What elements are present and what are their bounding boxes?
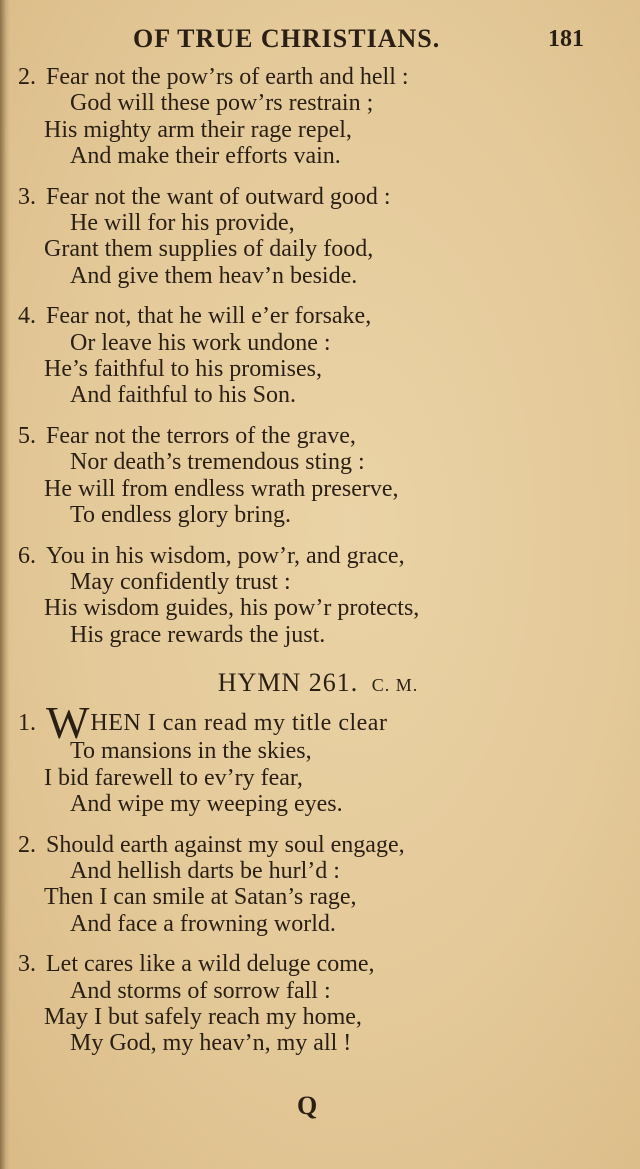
verse-line: His mighty arm their rage repel,	[44, 116, 352, 143]
verse-line: 4. Fear not, that he will e’er forsake,	[18, 303, 372, 330]
running-head: OF TRUE CHRISTIANS.	[133, 24, 441, 53]
hymn-text	[18, 64, 618, 1071]
verse-line: I bid farewell to ev’ry fear,	[44, 764, 303, 791]
page-number: 181	[548, 26, 584, 52]
verse-line: And make their efforts vain.	[70, 142, 341, 169]
verse-line: May confidently trust :	[70, 569, 291, 596]
hymn-heading	[18, 667, 618, 698]
hymn-stanza-2	[18, 832, 618, 937]
verse-line: 2. Should earth against my soul engage,	[18, 831, 405, 858]
stanza-number: 5.	[18, 423, 36, 450]
verse-line: And give them heav’n beside.	[70, 262, 358, 289]
verse-line: Grant them supplies of daily food,	[44, 236, 374, 263]
stanza-number: 6.	[18, 542, 36, 569]
hymn-title: HYMN 261.	[217, 667, 359, 697]
stanza-number: 3.	[18, 951, 36, 978]
verse-line: And hellish darts be hurl’d :	[70, 857, 340, 884]
verse-line: 1. WHEN I can read my title clear	[18, 697, 388, 749]
hymn-meter: C. M.	[371, 674, 419, 695]
stanza-6	[18, 543, 618, 648]
stanza-number: 4.	[18, 303, 36, 330]
page-gutter-shadow	[0, 0, 10, 1169]
verse-line: God will these pow’rs restrain ;	[70, 90, 374, 117]
verse-line: And wipe my weeping eyes.	[70, 790, 343, 817]
hymn-stanza-1	[18, 697, 618, 817]
verse-line: 3. Let cares like a wild deluge come,	[18, 951, 375, 978]
verse-line: His grace rewards the just.	[70, 621, 326, 648]
verse-line: My God, my heav’n, my all !	[70, 1030, 352, 1057]
stanza-4	[18, 303, 618, 408]
verse-line: Then I can smile at Satan’s rage,	[44, 884, 357, 911]
signature-mark: Q	[297, 1091, 318, 1120]
verse-line: Or leave his work undone :	[70, 329, 331, 356]
stanza-3	[18, 184, 618, 289]
verse-line: And storms of sorrow fall :	[70, 977, 331, 1004]
stanza-number: 1.	[18, 710, 36, 737]
stanza-2	[18, 64, 618, 169]
stanza-number: 2.	[18, 64, 36, 90]
drop-cap: W	[46, 697, 90, 749]
verse-line: Nor death’s tremendous sting :	[70, 449, 365, 476]
verse-line: And face a frowning world.	[70, 910, 336, 937]
verse-line: 5. Fear not the terrors of the grave,	[18, 423, 356, 450]
verse-line: 6. You in his wisdom, pow’r, and grace,	[18, 542, 405, 569]
verse-line: To endless glory bring.	[70, 501, 291, 528]
verse-line: To mansions in the skies,	[70, 738, 312, 765]
verse-line: And faithful to his Son.	[70, 382, 296, 409]
verse-line: He will for his provide,	[70, 209, 295, 236]
verse-line: 2. Fear not the pow’rs of earth and hell :	[18, 64, 409, 90]
verse-line: May I but safely reach my home,	[44, 1003, 362, 1030]
page-header	[0, 24, 640, 60]
verse-line: 3. Fear not the want of outward good :	[18, 183, 391, 210]
hymn-stanza-3	[18, 951, 618, 1056]
stanza-number: 3.	[18, 183, 36, 210]
verse-line: His wisdom guides, his pow’r protects,	[44, 595, 420, 622]
stanza-number: 2.	[18, 831, 36, 858]
verse-line: He will from endless wrath preserve,	[44, 475, 399, 502]
verse-line: He’s faithful to his promises,	[44, 355, 322, 382]
stanza-5	[18, 423, 618, 528]
